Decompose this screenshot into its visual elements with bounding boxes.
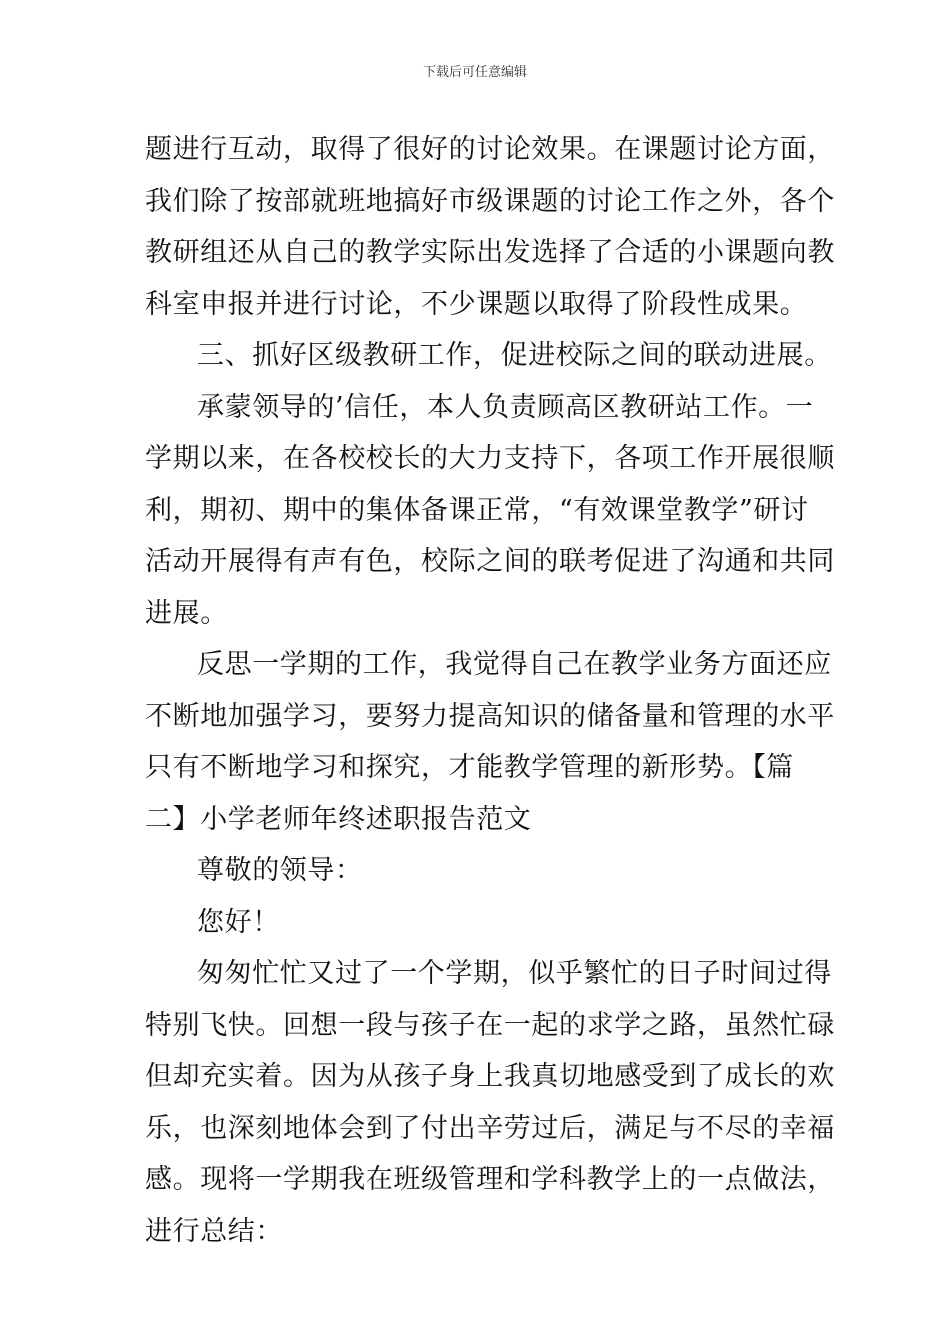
text-line: 承蒙领导的’信任，本人负责顾高区教研站工作。一 [197,391,814,423]
greeting: 您好！ [197,906,280,938]
text-line: 乐，也深刻地体会到了付出辛劳过后，满足与不尽的幸福 [145,1112,835,1144]
section-heading: 三、抓好区级教研工作，促进校际之间的联动进展。 [197,340,832,371]
text-line: 匆匆忙忙又过了一个学期，似乎繁忙的日子时间过得 [197,958,832,989]
text-line: 反思一学期的工作，我觉得自己在教学业务方面还应 [197,649,832,680]
text-line: 只有不断地学习和探究，才能教学管理的新形势。【篇 [145,752,794,783]
text-line: 活动开展得有声有色，校际之间的联考促进了沟通和共同 [145,546,835,577]
text-line: 不断地加强学习，要努力提高知识的储备量和管理的水平 [145,700,835,732]
text-line: 进展。 [145,597,228,629]
text-line: 感。现将一学期我在班级管理和学科教学上的一点做法， [145,1164,835,1195]
text-line: 但却充实着。因为从孩子身上我真切地感受到了成长的欢 [145,1061,835,1092]
document-body [145,124,835,1257]
text-line: 教研组还从自己的教学实际出发选择了合适的小课题向教 [145,237,835,268]
text-line: 科室申报并进行讨论，不少课题以取得了阶段性成果。 [145,288,808,320]
salutation: 尊敬的领导： [197,855,363,886]
text-line: 二】小学老师年终述职报告范文 [145,803,532,835]
text-line: 学期以来，在各校校长的大力支持下，各项工作开展很顺 [145,443,835,474]
text-line: 特别飞快。回想一段与孩子在一起的求学之路，虽然忙碌 [145,1009,835,1041]
text-line: 利，期初、期中的集体备课正常，“有效课堂教学”研讨 [145,494,809,526]
text-line: 题进行互动，取得了很好的讨论效果。在课题讨论方面， [145,134,835,165]
text-line: 我们除了按部就班地搞好市级课题的讨论工作之外，各个 [145,185,835,217]
page-header: 下载后可任意编辑 [422,65,527,80]
text-line: 进行总结： [145,1215,283,1247]
